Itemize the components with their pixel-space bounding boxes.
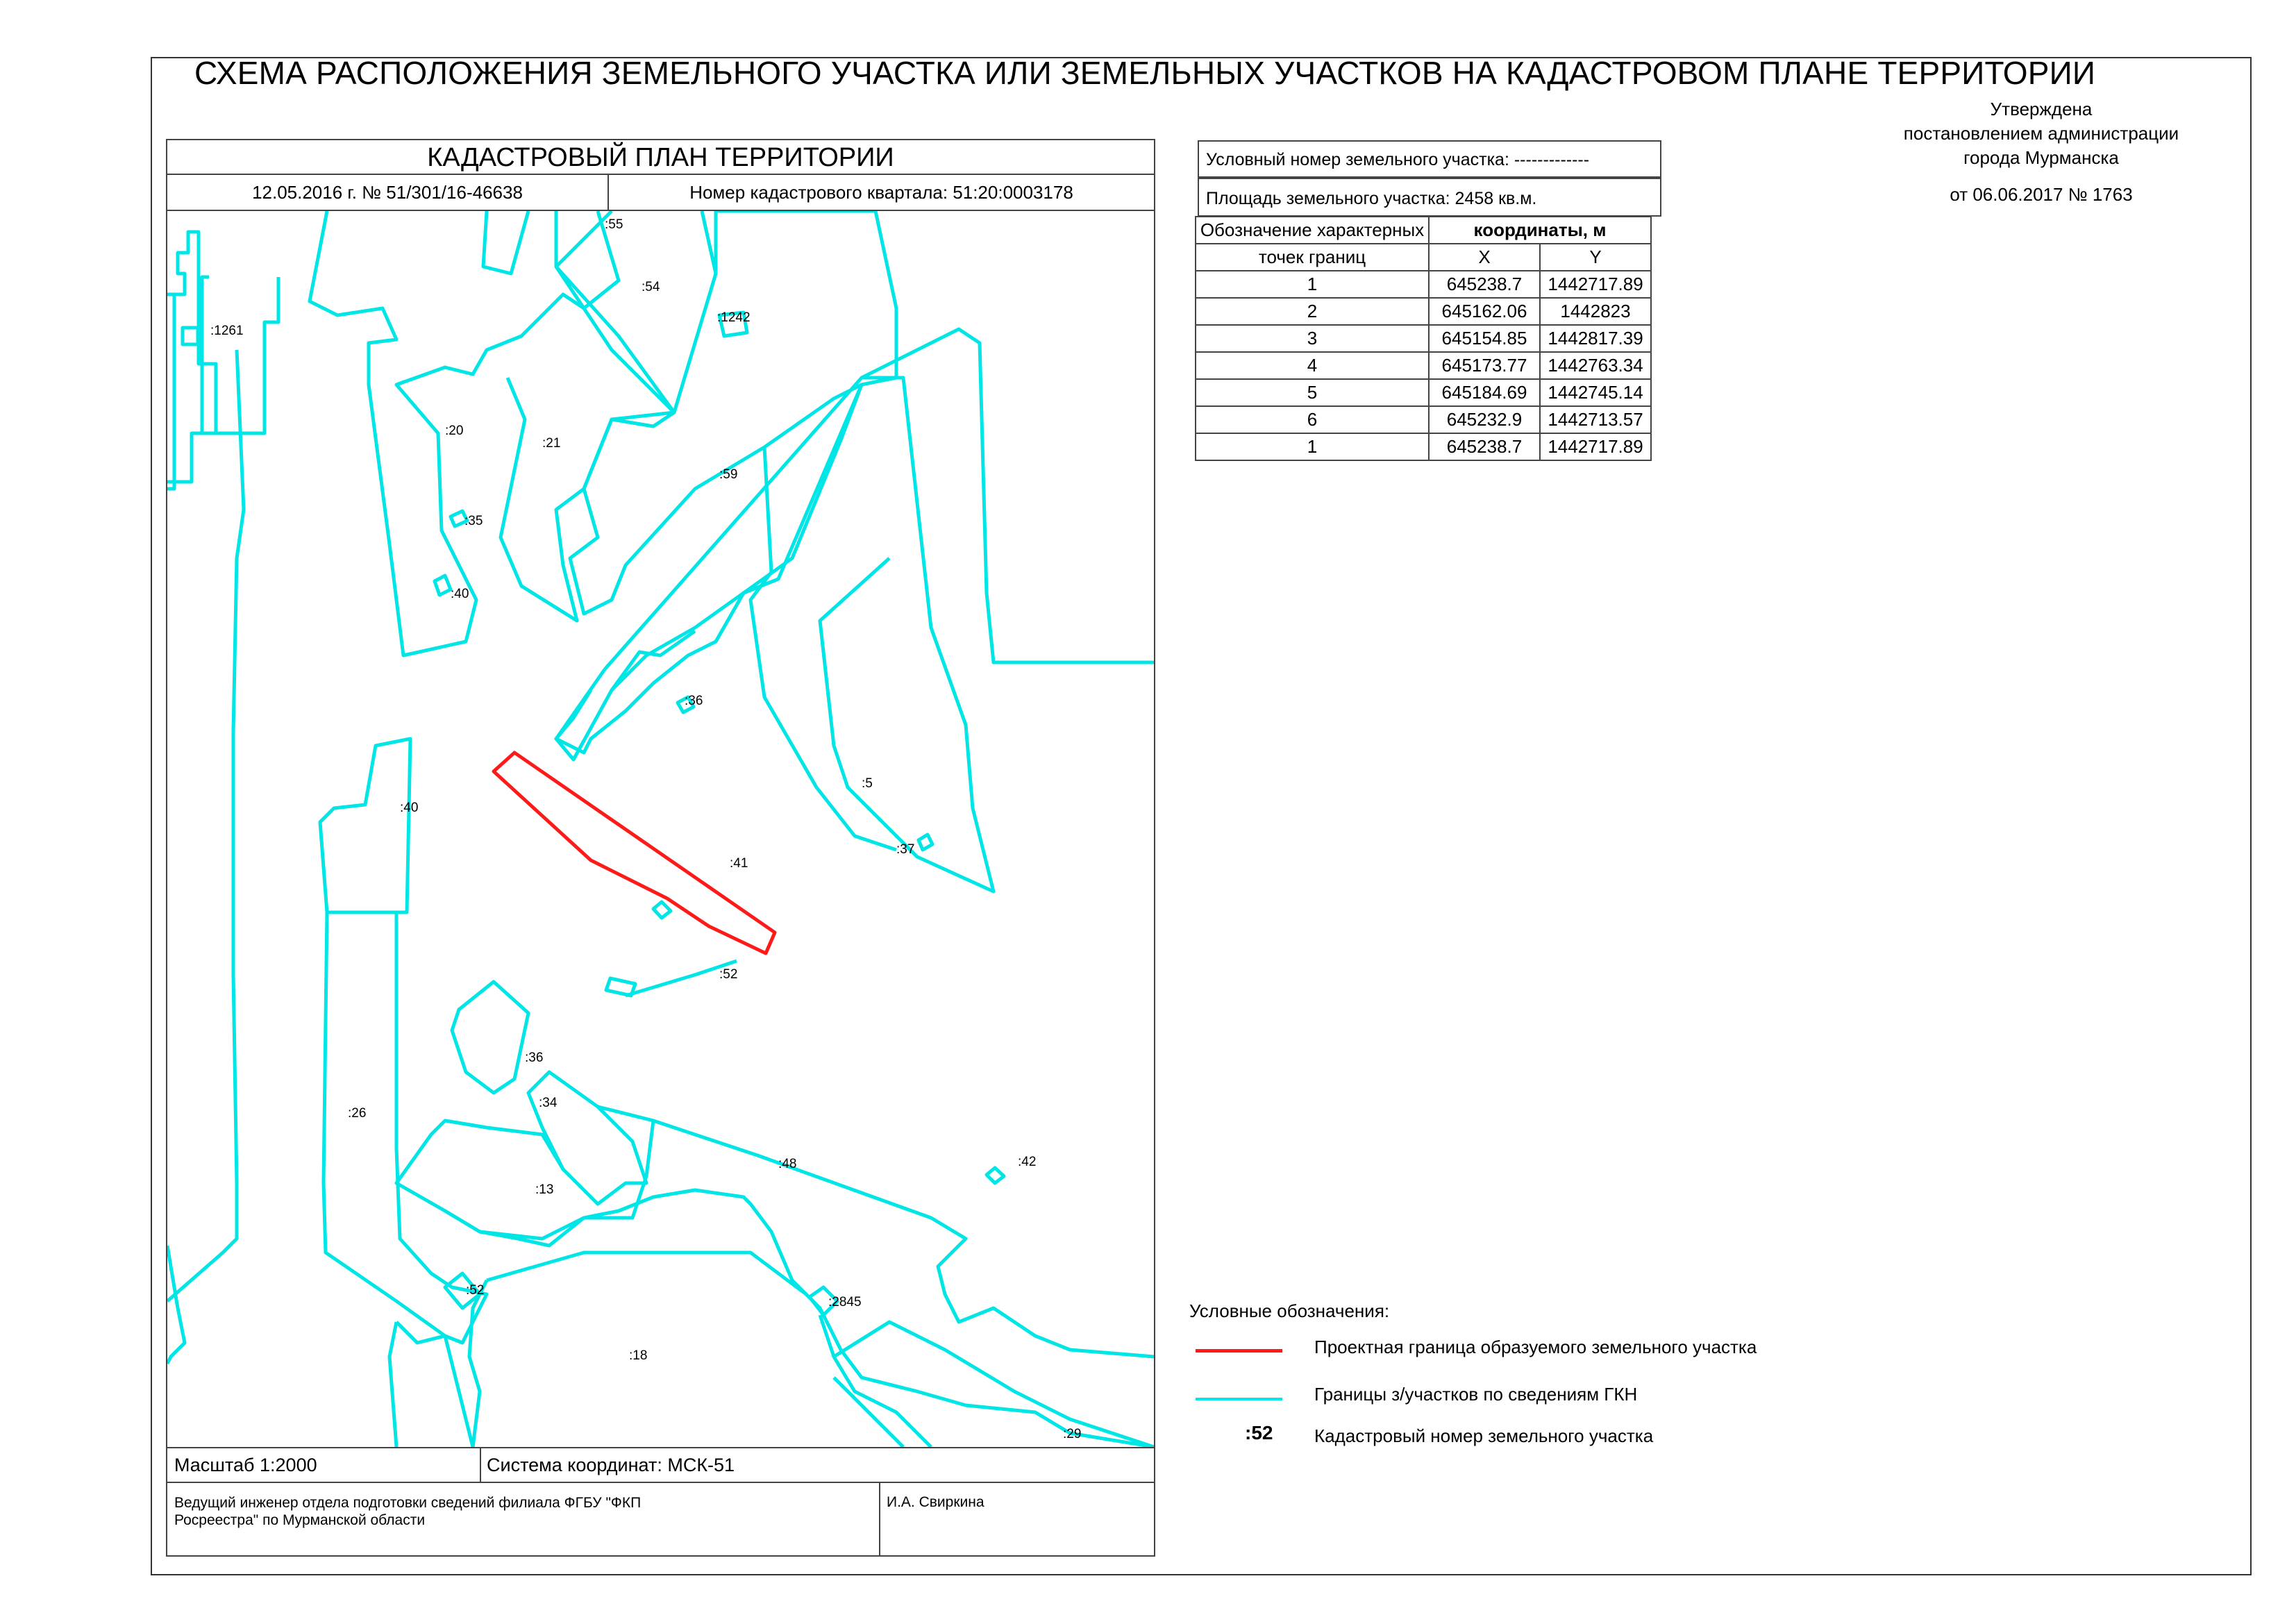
parcel-36-lower — [452, 982, 528, 1093]
parcel-26-boundary — [324, 912, 487, 1343]
parcel-area-box — [1198, 178, 1661, 217]
parcel-area: Площадь земельного участка: 2458 кв.м. — [1206, 189, 1537, 208]
approval-line-3: города Мурманска — [1963, 147, 2119, 168]
x-cell: 645238.7 — [1429, 271, 1540, 298]
approval-stamp — [1902, 97, 2180, 207]
x-cell: 645162.06 — [1429, 298, 1540, 325]
point-cell: 5 — [1196, 379, 1429, 406]
x-cell: 645184.69 — [1429, 379, 1540, 406]
parcel-5-boundary — [820, 378, 994, 891]
legend-title: Условные обозначения: — [1189, 1300, 1390, 1321]
parcel-label: :36 — [525, 1050, 544, 1065]
scale-row — [167, 1447, 1154, 1483]
legend-red-line — [1196, 1349, 1282, 1353]
legend-cadastral-number: Кадастровый номер земельного участка — [1314, 1425, 1654, 1446]
prepared-by — [174, 1494, 855, 1529]
point-cell: 4 — [1196, 352, 1429, 379]
points-column-header-2: точек границ — [1196, 244, 1429, 271]
map-scale: Масштаб 1:2000 — [174, 1455, 317, 1475]
parcel-number: Условный номер земельного участка: ------------- — [1206, 150, 1590, 169]
parcel-label: :42 — [1018, 1155, 1037, 1169]
legend-sample-number: :52 — [1245, 1422, 1273, 1443]
coordinates-header-row — [1196, 217, 1651, 244]
x-cell: 645238.7 — [1429, 433, 1540, 460]
y-cell: 1442763.34 — [1540, 352, 1651, 379]
legend-cyan-line — [1196, 1398, 1282, 1400]
parcel-label: :13 — [535, 1182, 554, 1197]
parcel-label: :29 — [1063, 1427, 1082, 1441]
parcel-south-boundary — [389, 1322, 396, 1447]
map-canvas — [167, 211, 1154, 1447]
coordinates-row — [1196, 271, 1651, 298]
parcel-55-boundary — [556, 211, 612, 267]
parcel-label: :1242 — [717, 310, 751, 325]
parcel-label: :35 — [464, 514, 483, 528]
gkn-parcel-boundaries — [167, 211, 1154, 1447]
point-cell: 1 — [1196, 433, 1429, 460]
signer-name: И.А. Свиркина — [887, 1494, 984, 1510]
point-cell: 3 — [1196, 325, 1429, 352]
coordinates-row — [1196, 379, 1651, 406]
point-cell: 1 — [1196, 271, 1429, 298]
parcel-label: :48 — [778, 1157, 797, 1171]
parcel-label: :26 — [348, 1106, 367, 1121]
parcel-40-lower-boundary — [320, 739, 410, 912]
x-cell: 645154.85 — [1429, 325, 1540, 352]
parcel-label: :21 — [542, 436, 561, 451]
parcel-36-boundary — [556, 631, 695, 760]
plan-quarter: Номер кадастрового квартала: 51:20:0003178 — [689, 182, 1073, 203]
scale-separator — [480, 1448, 481, 1482]
parcel-label: :34 — [539, 1096, 558, 1110]
parcel-41-marker — [653, 902, 671, 918]
signature-separator — [879, 1483, 880, 1557]
coordinates-table — [1195, 216, 1652, 461]
coordinates-row — [1196, 298, 1651, 325]
parcel-label: :52 — [719, 967, 738, 982]
parcel-label: :20 — [445, 424, 464, 438]
parcel-37-marker — [919, 835, 932, 850]
coordinates-subheader-row — [1196, 244, 1651, 271]
approval-line-2: постановлением администрации — [1903, 123, 2179, 144]
parcel-label: :36 — [685, 694, 703, 708]
parcel-40-boundary — [435, 576, 451, 595]
x-cell: 645232.9 — [1429, 406, 1540, 433]
parcel-label: :18 — [629, 1348, 648, 1363]
parcel-55-boundary — [483, 211, 528, 274]
coordinate-system: Система координат: МСК-51 — [487, 1455, 735, 1475]
y-cell: 1442823 — [1540, 298, 1651, 325]
parcel-48-boundary — [598, 1107, 1154, 1357]
parcel-26-boundary — [167, 350, 244, 1301]
scheme-title: СХЕМА РАСПОЛОЖЕНИЯ ЗЕМЕЛЬНОГО УЧАСТКА ИЛИ ЗЕМЕЛЬНЫХ УЧАСТКОВ НА КАДАСТРОВОМ ПЛАНЕ ТЕРРИТОРИИ — [194, 55, 2096, 91]
parcel-18-boundary — [487, 1253, 1154, 1447]
parcel-29-boundary — [834, 1322, 1154, 1447]
parcel-1261-boundary — [167, 294, 174, 489]
parcel-label: :40 — [451, 587, 469, 601]
plan-document: 12.05.2016 г. № 51/301/16-46638 — [167, 175, 609, 210]
parcel-1261-boundary — [183, 328, 198, 344]
parcel-label: :5 — [862, 776, 873, 791]
parcel-label: :55 — [605, 217, 623, 232]
projected-parcel-boundary[interactable] — [494, 753, 775, 953]
parcel-21-boundary — [501, 267, 674, 621]
parcel-label: :59 — [719, 467, 738, 482]
signature-row — [167, 1483, 1154, 1557]
parcel-label: :37 — [896, 842, 915, 857]
coordinates-body — [1196, 271, 1651, 460]
parcel-number-box — [1198, 140, 1661, 178]
y-cell: 1442717.89 — [1540, 433, 1651, 460]
parcel-label: :1261 — [210, 324, 244, 338]
parcel-label: :54 — [642, 280, 660, 294]
coordinates-row — [1196, 406, 1651, 433]
parcel-label: :41 — [730, 856, 748, 871]
x-cell: 645173.77 — [1429, 352, 1540, 379]
approval-line-1: Утверждена — [1990, 99, 2093, 119]
approval-order: от 06.06.2017 № 1763 — [1950, 184, 2133, 205]
y-column-header: Y — [1540, 244, 1651, 271]
parcel-label: :2845 — [828, 1295, 862, 1309]
y-cell: 1442817.39 — [1540, 325, 1651, 352]
coordinates-row — [1196, 325, 1651, 352]
coordinates-row — [1196, 352, 1651, 379]
point-cell: 2 — [1196, 298, 1429, 325]
coordinates-column-header: координаты, м — [1429, 217, 1651, 244]
parcel-label: :40 — [400, 801, 419, 815]
prepared-by-line-1: Ведущий инженер отдела подготовки сведений филиала ФГБУ "ФКП — [174, 1495, 642, 1511]
parcel-59-boundary — [570, 211, 896, 614]
legend-projected-boundary: Проектная граница образуемого земельного участка — [1314, 1337, 1757, 1357]
prepared-by-line-2: Росреестра" по Мурманской области — [174, 1512, 426, 1528]
parcel-18-boundary — [469, 1280, 487, 1447]
y-cell: 1442717.89 — [1540, 271, 1651, 298]
points-column-header: Обозначение характерных — [1196, 217, 1429, 244]
parcel-labels — [210, 217, 1081, 1441]
x-column-header: X — [1429, 244, 1540, 271]
parcel-label: :52 — [466, 1283, 485, 1298]
legend-gkn-boundaries: Границы з/участков по сведениям ГКН — [1314, 1384, 1638, 1405]
coordinates-row — [1196, 433, 1651, 460]
parcel-13-boundary — [445, 1190, 806, 1294]
y-cell: 1442745.14 — [1540, 379, 1651, 406]
plan-title: КАДАСТРОВЫЙ ПЛАН ТЕРРИТОРИИ — [167, 140, 1154, 175]
parcel-48-boundary — [396, 1121, 653, 1246]
cadastral-plan-panel — [166, 139, 1155, 1557]
parcel-42-marker — [987, 1168, 1004, 1183]
point-cell: 6 — [1196, 406, 1429, 433]
parcel-left-edge — [167, 1246, 185, 1364]
y-cell: 1442713.57 — [1540, 406, 1651, 433]
plan-subheader — [167, 175, 1154, 211]
cadastral-map[interactable] — [167, 211, 1154, 1447]
